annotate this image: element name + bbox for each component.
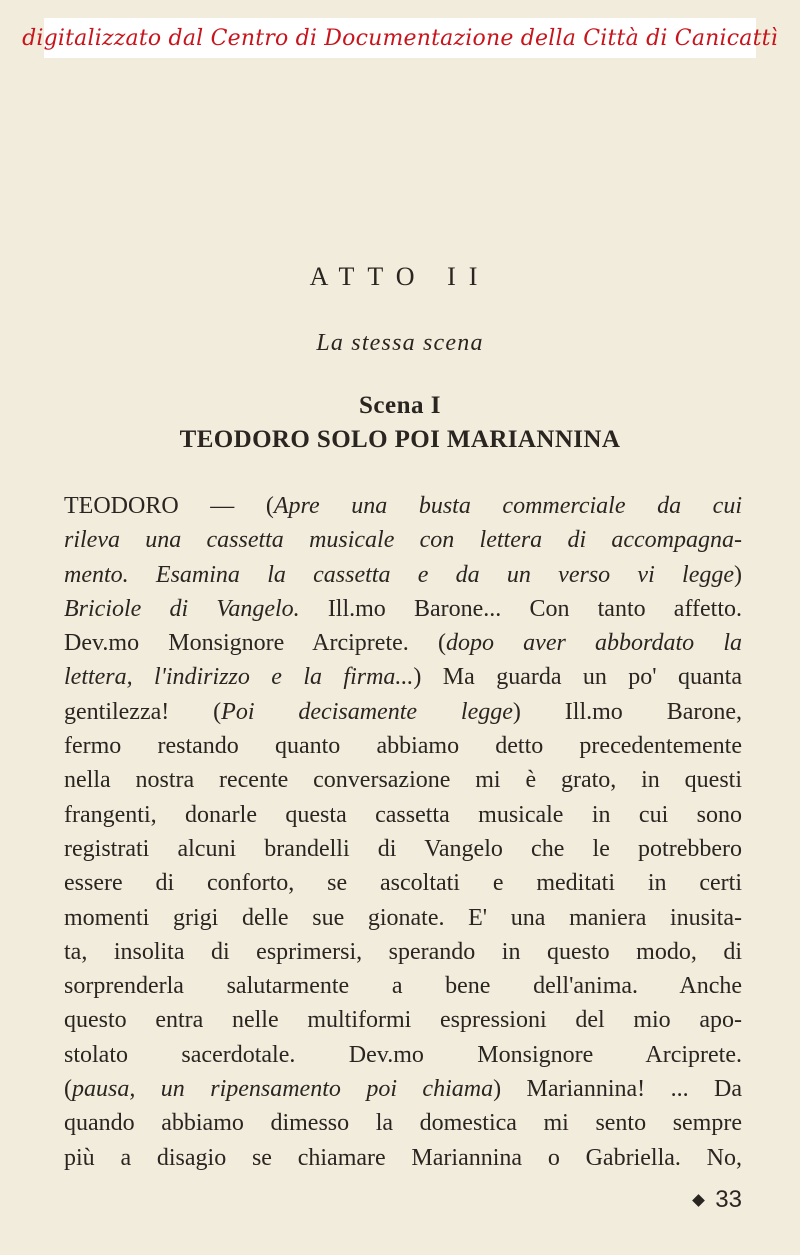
- page-number: 33: [715, 1186, 742, 1213]
- dialogue-text: più a disagio se chiamare Mariannina o Gabriella. No,: [64, 1144, 742, 1171]
- text-line: [64, 523, 742, 557]
- stage-direction: pausa, un ripensamento poi chiama: [72, 1076, 494, 1103]
- text-line: [64, 1106, 742, 1140]
- scene-characters: TEODORO SOLO POI MARIANNINA: [179, 426, 621, 453]
- dialogue-text: fermo restando quanto abbiamo detto precedentemente: [64, 733, 742, 760]
- dialogue-text: (: [64, 1076, 72, 1103]
- text-line: [64, 832, 742, 866]
- text-line: [64, 798, 742, 832]
- text-line: [64, 1003, 742, 1037]
- dialogue-text: Dev.mo Monsignore Arciprete. (: [64, 630, 446, 657]
- dialogue-text: questo entra nelle multiformi espressioni del mio apo-: [64, 1007, 742, 1034]
- diamond-icon: [692, 1194, 705, 1207]
- scene-number: Scena I: [359, 392, 441, 419]
- dialogue-text: ta, insolita di esprimersi, sperando in questo modo, di: [64, 938, 742, 965]
- dialogue-text: frangenti, donarle questa cassetta musicale in cui sono: [64, 801, 742, 828]
- dialogue-text: nella nostra recente conversazione mi è grato, in questi: [64, 767, 742, 794]
- dialogue-text: ): [734, 561, 742, 588]
- digitization-watermark: [22, 18, 778, 58]
- text-line: [64, 660, 742, 694]
- dialogue-body: [64, 489, 742, 1175]
- text-line: [64, 1072, 742, 1106]
- stage-direction: lettera, l'indirizzo e la firma...: [64, 664, 414, 691]
- text-line: [64, 695, 742, 729]
- text-line: [64, 935, 742, 969]
- text-line: [64, 729, 742, 763]
- dialogue-text: essere di conforto, se ascoltati e meditati in certi: [64, 870, 742, 897]
- dialogue-text: (: [265, 493, 274, 519]
- text-line: [64, 626, 742, 660]
- stage-direction: mento. Esamina la cassetta e da un verso vi legge: [64, 561, 734, 588]
- act-subtitle: La stessa scena: [316, 330, 484, 356]
- stage-direction: Apre una busta commerciale da cui: [273, 493, 742, 519]
- dialogue-text: ) Ill.mo Barone,: [512, 698, 742, 725]
- dialogue-text: Ill.mo Barone... Con tanto affetto.: [299, 595, 742, 622]
- watermark-text: digitalizzato dal Centro di Documentazione della Città di Canicattì: [22, 25, 778, 51]
- text-line: [64, 763, 742, 797]
- dialogue-text: TEODORO —: [64, 493, 266, 519]
- dialogue-text: registrati alcuni brandelli di Vangelo che le potrebbero: [64, 835, 742, 862]
- text-line: [64, 1038, 742, 1072]
- stage-direction: dopo aver abbordato la: [445, 630, 742, 657]
- text-line: [64, 901, 742, 935]
- page-footer: [694, 1186, 742, 1214]
- dialogue-text: stolato sacerdotale. Dev.mo Monsignore Arciprete.: [64, 1041, 742, 1068]
- dialogue-text: momenti grigi delle sue gionate. E' una maniera inusita-: [64, 904, 742, 931]
- dialogue-text: ) Mariannina! ... Da: [493, 1076, 743, 1103]
- text-line: [64, 489, 742, 523]
- dialogue-text: gentilezza! (: [64, 698, 222, 725]
- text-line: [64, 558, 742, 592]
- stage-direction: Poi decisamente legge: [221, 698, 513, 725]
- text-line: [64, 1141, 742, 1175]
- dialogue-text: ) Ma guarda un po' quanta: [413, 664, 742, 691]
- dialogue-text: quando abbiamo dimesso la domestica mi sento sempre: [64, 1110, 742, 1137]
- text-line: [64, 866, 742, 900]
- stage-direction: Briciole di Vangelo.: [64, 595, 300, 622]
- act-title: ATTO II: [309, 262, 491, 291]
- text-line: [64, 969, 742, 1003]
- stage-direction: rileva una cassetta musicale con lettera di accompagna-: [64, 527, 742, 554]
- dialogue-text: sorprenderla salutarmente a bene dell'anima. Anche: [64, 973, 742, 1000]
- text-line: [64, 592, 742, 626]
